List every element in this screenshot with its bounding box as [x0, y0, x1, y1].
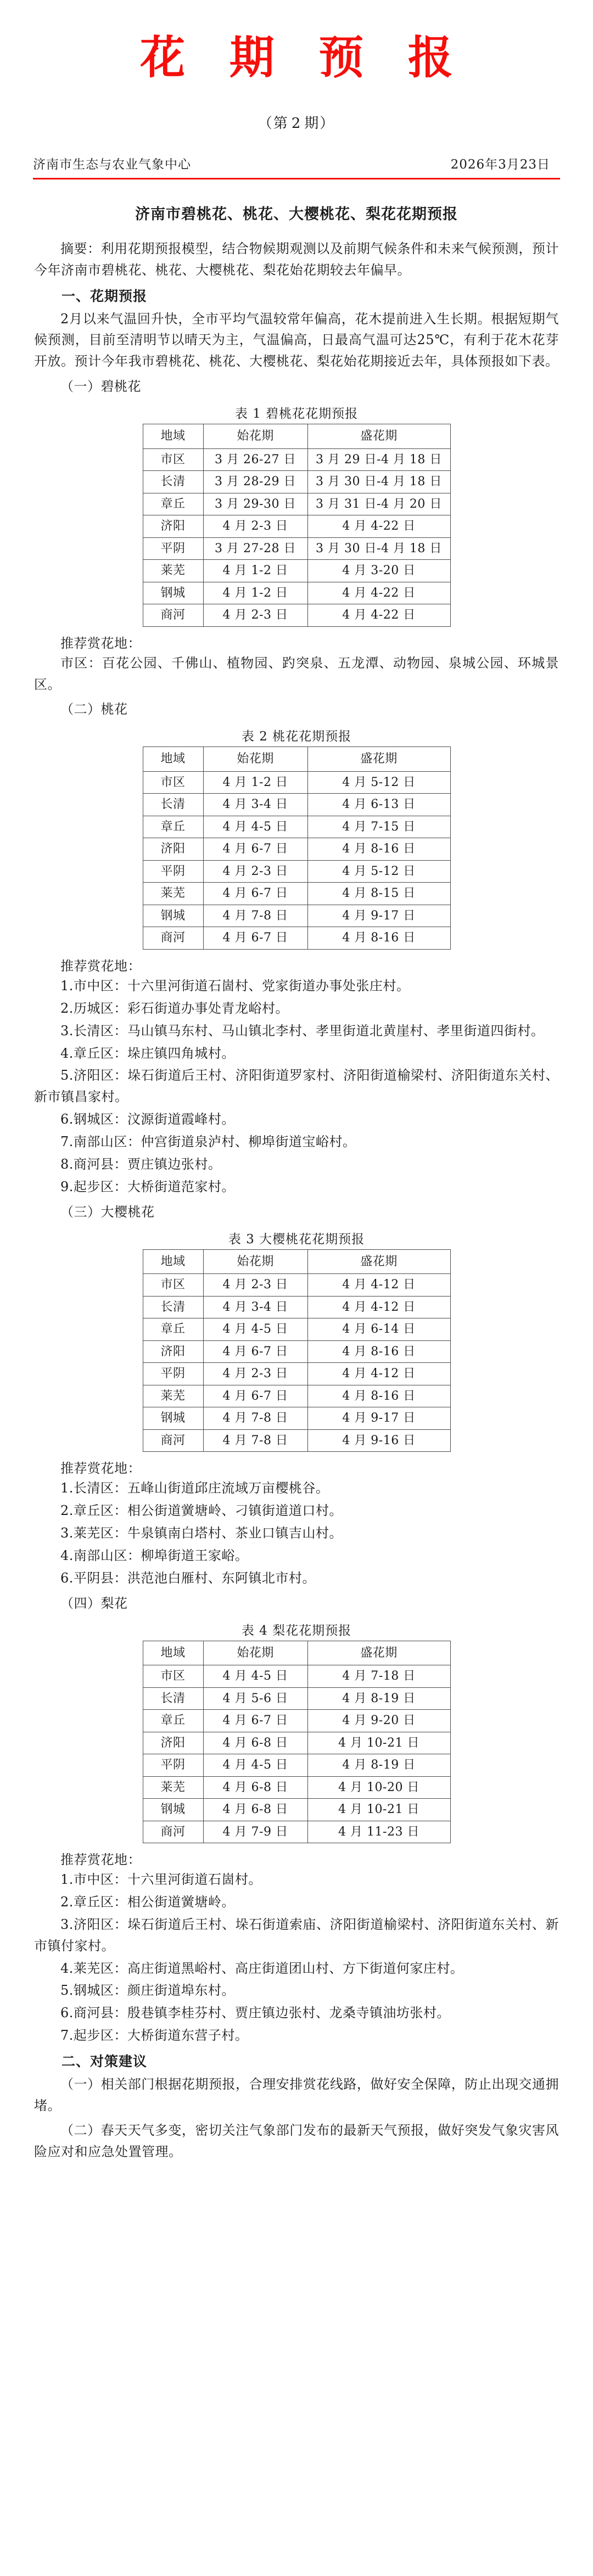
cell-region: 平阴 [143, 1754, 203, 1777]
flowering-table-1 [143, 424, 451, 627]
cell-peak: 4 月 7-18 日 [307, 1665, 450, 1688]
cell-start: 4 月 2-3 日 [203, 860, 307, 883]
cell-start: 4 月 4-5 日 [203, 1665, 307, 1688]
table-row [143, 537, 450, 560]
table-row [143, 560, 450, 582]
cell-region: 市区 [143, 1665, 203, 1688]
list-item: 6.钢城区：汶源街道霞峰村。 [60, 1112, 235, 1127]
column-header-region: 地域 [143, 1641, 203, 1665]
cell-region: 莱芜 [143, 1776, 203, 1799]
cell-region: 莱芜 [143, 1385, 203, 1407]
table-row [143, 1687, 450, 1710]
table-header-row [143, 1641, 450, 1665]
table-row [143, 816, 450, 838]
cell-region: 平阴 [143, 860, 203, 883]
table-row [143, 927, 450, 950]
table-row [143, 448, 450, 471]
table-block-dayingtaohua [34, 1229, 559, 1452]
cell-start: 4 月 2-3 日 [203, 1363, 307, 1385]
flowering-table-4 [143, 1641, 451, 1844]
cell-region: 长清 [143, 1687, 203, 1710]
table-caption-3: 表 3 大樱桃花花期预报 [228, 1232, 365, 1247]
list-item: 7.起步区：大桥街道东营子村。 [60, 2028, 249, 2044]
table-block-bitaohua [34, 403, 559, 627]
list-item: 3.长清区：马山镇马东村、马山镇北李村、孝里街道北黄崖村、孝里街道四街村。 [60, 1023, 545, 1039]
table-row [143, 905, 450, 927]
column-header-start: 始花期 [203, 1641, 307, 1665]
list-item: 1.市中区：十六里河街道石崮村。 [60, 1872, 262, 1888]
table-row [143, 1340, 450, 1363]
cell-start: 4 月 5-6 日 [203, 1687, 307, 1710]
cell-region: 济阳 [143, 515, 203, 538]
cell-start: 4 月 3-4 日 [203, 794, 307, 816]
cell-peak: 3 月 30 日-4 月 18 日 [307, 537, 450, 560]
cell-peak: 4 月 10-21 日 [307, 1799, 450, 1821]
cell-region: 平阴 [143, 537, 203, 560]
list-item: 1.市中区：十六里河街道石崮村、党家街道办事处张庄村。 [60, 978, 410, 994]
table-row [143, 1429, 450, 1452]
subsection-heading-lihua: （四）梨花 [60, 1595, 128, 1611]
cell-region: 长清 [143, 471, 203, 493]
cell-region: 莱芜 [143, 560, 203, 582]
table-caption-1: 表 1 碧桃花花期预报 [234, 407, 359, 422]
cell-region: 钢城 [143, 1799, 203, 1821]
subsection-heading-bitaohua: （一）碧桃花 [60, 379, 141, 395]
table-row [143, 515, 450, 538]
subsection-heading-dayingtaohua: （三）大樱桃花 [60, 1204, 155, 1220]
cell-peak: 3 月 30 日-4 月 18 日 [307, 471, 450, 493]
issue-prefix: （第 [258, 115, 289, 132]
list-item: 5.钢城区：颜庄街道埠东村。 [60, 1983, 235, 1999]
cell-start: 3 月 28-29 日 [203, 471, 307, 493]
spots-list-dayingtaohua [34, 1478, 559, 1589]
table-row [143, 1274, 450, 1297]
cell-region: 商河 [143, 927, 203, 950]
cell-start: 4 月 4-5 日 [203, 816, 307, 838]
cell-start: 4 月 2-3 日 [203, 515, 307, 538]
cell-peak: 4 月 9-17 日 [307, 1407, 450, 1430]
cell-start: 4 月 6-7 日 [203, 1710, 307, 1732]
list-item: 5.济阳区：垛石街道后王村、济阳街道罗家村、济阳街道榆梁村、济阳街道东关村、新市镇昌家村。 [34, 1068, 559, 1105]
spots-label: 推荐赏花地： [60, 635, 141, 651]
list-item: 8.商河县：贾庄镇边张村。 [60, 1156, 222, 1172]
cell-region: 钢城 [143, 582, 203, 604]
table-row [143, 1385, 450, 1407]
advice-paragraph-2: （二）春天天气多变，密切关注气象部门发布的最新天气预报，做好突发气象灾害风险应对和应急处置管理。 [34, 2122, 559, 2159]
table-row [143, 493, 450, 515]
column-header-peak: 盛花期 [307, 424, 450, 449]
cell-peak: 3 月 29 日-4 月 18 日 [307, 448, 450, 471]
publication-title: 花 期 预 报 [140, 31, 467, 84]
cell-start: 4 月 7-9 日 [203, 1821, 307, 1843]
section-heading-forecast: 一、花期预报 [61, 288, 148, 304]
flowering-table-2 [143, 747, 451, 950]
cell-region: 济阳 [143, 1340, 203, 1363]
section-heading-advice: 二、对策建议 [61, 2053, 148, 2070]
cell-start: 3 月 26-27 日 [203, 448, 307, 471]
spots-list-lihua [34, 1869, 559, 2046]
table-block-taohua [34, 726, 559, 950]
list-item: 3.莱芜区：牛泉镇南白塔村、茶业口镇吉山村。 [60, 1525, 343, 1541]
cell-peak: 4 月 4-22 日 [307, 582, 450, 604]
cell-region: 章丘 [143, 816, 203, 838]
cell-peak: 4 月 7-15 日 [307, 816, 450, 838]
advice-paragraph-1: （一）相关部门根据花期预报，合理安排赏花线路，做好安全保障，防止出现交通拥堵。 [34, 2076, 559, 2113]
cell-peak: 4 月 8-16 日 [307, 1385, 450, 1407]
cell-start: 4 月 1-2 日 [203, 771, 307, 794]
cell-region: 钢城 [143, 1407, 203, 1430]
cell-peak: 4 月 10-20 日 [307, 1776, 450, 1799]
list-item: 6.商河县：殷巷镇李桂芬村、贾庄镇边张村、龙桑寺镇油坊张村。 [60, 2005, 450, 2021]
list-item: 4.章丘区：垛庄镇四角城村。 [60, 1045, 235, 1061]
cell-start: 4 月 6-7 日 [203, 927, 307, 950]
column-header-region: 地域 [143, 424, 203, 449]
list-item: 市区：百花公园、千佛山、植物园、趵突泉、五龙潭、动物园、泉城公园、环城景区。 [34, 655, 559, 692]
cell-peak: 4 月 9-20 日 [307, 1710, 450, 1732]
table-row [143, 1318, 450, 1341]
cell-peak: 4 月 4-12 日 [307, 1296, 450, 1318]
cell-peak: 4 月 4-12 日 [307, 1363, 450, 1385]
table-row [143, 1799, 450, 1821]
cell-peak: 4 月 5-12 日 [307, 860, 450, 883]
table-row [143, 1407, 450, 1430]
table-caption-2: 表 2 桃花花期预报 [241, 729, 352, 744]
list-item: 4.南部山区：柳埠街道王家峪。 [60, 1547, 249, 1563]
list-item: 1.长清区：五峰山街道邱庄流域万亩樱桃谷。 [60, 1480, 329, 1496]
table-row [143, 771, 450, 794]
issuer-row [33, 154, 560, 172]
cell-peak: 4 月 6-14 日 [307, 1318, 450, 1341]
cell-peak: 4 月 9-16 日 [307, 1429, 450, 1452]
table-row [143, 838, 450, 861]
list-item: 2.章丘区：相公街道黉塘岭。 [60, 1894, 235, 1910]
cell-peak: 4 月 3-20 日 [307, 560, 450, 582]
table-block-lihua [34, 1620, 559, 1844]
cell-region: 章丘 [143, 493, 203, 515]
cell-start: 4 月 1-2 日 [203, 582, 307, 604]
cell-start: 4 月 6-8 日 [203, 1799, 307, 1821]
cell-region: 商河 [143, 1429, 203, 1452]
table-row [143, 1665, 450, 1688]
cell-start: 4 月 2-3 日 [203, 604, 307, 627]
cell-start: 4 月 2-3 日 [203, 1274, 307, 1297]
cell-start: 4 月 1-2 日 [203, 560, 307, 582]
table-row [143, 604, 450, 627]
table-row [143, 582, 450, 604]
list-item: 2.历城区：彩石街道办事处青龙峪村。 [60, 1000, 289, 1016]
table-row [143, 1363, 450, 1385]
cell-start: 4 月 7-8 日 [203, 1407, 307, 1430]
list-item: 6.平阴县：洪范池白雁村、东阿镇北市村。 [60, 1570, 316, 1586]
cell-region: 济阳 [143, 838, 203, 861]
list-item: 7.南部山区：仲宫街道泉泸村、柳埠街道宝峪村。 [60, 1134, 356, 1150]
subsection-heading-taohua: （二）桃花 [60, 701, 128, 717]
cell-region: 长清 [143, 794, 203, 816]
table-caption-4: 表 4 梨花花期预报 [241, 1623, 352, 1638]
cell-start: 4 月 6-7 日 [203, 1340, 307, 1363]
column-header-start: 始花期 [203, 1249, 307, 1274]
table-row [143, 883, 450, 905]
cell-region: 济阳 [143, 1732, 203, 1754]
cell-peak: 4 月 8-16 日 [307, 927, 450, 950]
cell-start: 4 月 4-5 日 [203, 1318, 307, 1341]
cell-region: 市区 [143, 448, 203, 471]
cell-region: 市区 [143, 1274, 203, 1297]
table-row [143, 1776, 450, 1799]
issue-date: 2026年3月23日 [450, 158, 550, 172]
cell-peak: 4 月 8-16 日 [307, 838, 450, 861]
cell-start: 4 月 7-8 日 [203, 905, 307, 927]
table-row [143, 1821, 450, 1843]
page-title: 济南市碧桃花、桃花、大樱桃花、梨花花期预报 [135, 206, 458, 223]
cell-start: 4 月 7-8 日 [203, 1429, 307, 1452]
spots-list-taohua [34, 975, 559, 1198]
table-header-row [143, 424, 450, 449]
cell-peak: 4 月 8-19 日 [307, 1754, 450, 1777]
spots-label: 推荐赏花地： [60, 1461, 141, 1477]
abstract-paragraph: 摘要：利用花期预报模型，结合物候期观测以及前期气候条件和未来气候预测，预计今年济南市碧桃花、桃花、大樱桃花、梨花始花期较去年偏早。 [34, 240, 559, 278]
table-header-row [143, 1249, 450, 1274]
cell-start: 4 月 3-4 日 [203, 1296, 307, 1318]
cell-peak: 4 月 4-12 日 [307, 1274, 450, 1297]
column-header-start: 始花期 [203, 424, 307, 449]
cell-start: 4 月 6-8 日 [203, 1776, 307, 1799]
cell-start: 4 月 6-7 日 [203, 883, 307, 905]
cell-peak: 4 月 6-13 日 [307, 794, 450, 816]
table-row [143, 1710, 450, 1732]
cell-start: 4 月 6-7 日 [203, 838, 307, 861]
flowering-table-3 [143, 1249, 451, 1452]
cell-peak: 4 月 8-16 日 [307, 1340, 450, 1363]
cell-start: 4 月 6-8 日 [203, 1732, 307, 1754]
table-header-row [143, 747, 450, 772]
spots-label: 推荐赏花地： [60, 958, 141, 974]
cell-start: 3 月 29-30 日 [203, 493, 307, 515]
cell-region: 章丘 [143, 1318, 203, 1341]
issuing-organization: 济南市生态与农业气象中心 [33, 158, 191, 172]
cell-peak: 4 月 5-12 日 [307, 771, 450, 794]
spots-label: 推荐赏花地： [60, 1852, 141, 1868]
table-row [143, 1732, 450, 1754]
cell-region: 市区 [143, 771, 203, 794]
cell-start: 3 月 27-28 日 [203, 537, 307, 560]
spots-list-bitaohua [34, 653, 559, 695]
cell-peak: 4 月 4-22 日 [307, 515, 450, 538]
cell-peak: 4 月 9-17 日 [307, 905, 450, 927]
cell-peak: 3 月 31 日-4 月 20 日 [307, 493, 450, 515]
table-row [143, 794, 450, 816]
cell-region: 商河 [143, 604, 203, 627]
cell-peak: 4 月 4-22 日 [307, 604, 450, 627]
cell-region: 平阴 [143, 1363, 203, 1385]
table-row [143, 1296, 450, 1318]
cell-peak: 4 月 8-19 日 [307, 1687, 450, 1710]
cell-region: 商河 [143, 1821, 203, 1843]
list-item: 4.莱芜区：高庄街道黑峪村、高庄街道团山村、方下街道何家庄村。 [60, 1960, 464, 1976]
cell-region: 莱芜 [143, 883, 203, 905]
issue-number: 2 [291, 115, 302, 132]
document-body [34, 179, 559, 2162]
masthead [0, 0, 593, 132]
cell-start: 4 月 4-5 日 [203, 1754, 307, 1777]
table-row [143, 1754, 450, 1777]
cell-start: 4 月 6-7 日 [203, 1385, 307, 1407]
cell-peak: 4 月 10-21 日 [307, 1732, 450, 1754]
issue-suffix: 期） [304, 115, 335, 132]
list-item: 3.济阳区：垛石街道后王村、垛石街道索庙、济阳街道榆梁村、济阳街道东关村、新市镇付家村。 [34, 1916, 559, 1954]
column-header-peak: 盛花期 [307, 1641, 450, 1665]
issue-line [0, 112, 593, 132]
cell-region: 钢城 [143, 905, 203, 927]
table-row [143, 471, 450, 493]
column-header-region: 地域 [143, 747, 203, 772]
list-item: 9.起步区：大桥街道范家村。 [60, 1178, 235, 1194]
cell-peak: 4 月 8-15 日 [307, 883, 450, 905]
cell-peak: 4 月 11-23 日 [307, 1821, 450, 1843]
cell-region: 章丘 [143, 1710, 203, 1732]
table-row [143, 860, 450, 883]
column-header-start: 始花期 [203, 747, 307, 772]
column-header-region: 地域 [143, 1249, 203, 1274]
list-item: 2.章丘区：相公街道黉塘岭、刁镇街道道口村。 [60, 1503, 343, 1519]
cell-region: 长清 [143, 1296, 203, 1318]
column-header-peak: 盛花期 [307, 1249, 450, 1274]
column-header-peak: 盛花期 [307, 747, 450, 772]
forecast-intro-paragraph: 2月以来气温回升快，全市平均气温较常年偏高，花木提前进入生长期。根据短期气候预测，目前至清明节以晴天为主，气温偏高，日最高气温可达25℃，有利于花木花芽开放。预计今年我市碧桃花、桃花、大樱桃花、梨花始花期接近去年，具体预报如下表。 [34, 311, 559, 369]
